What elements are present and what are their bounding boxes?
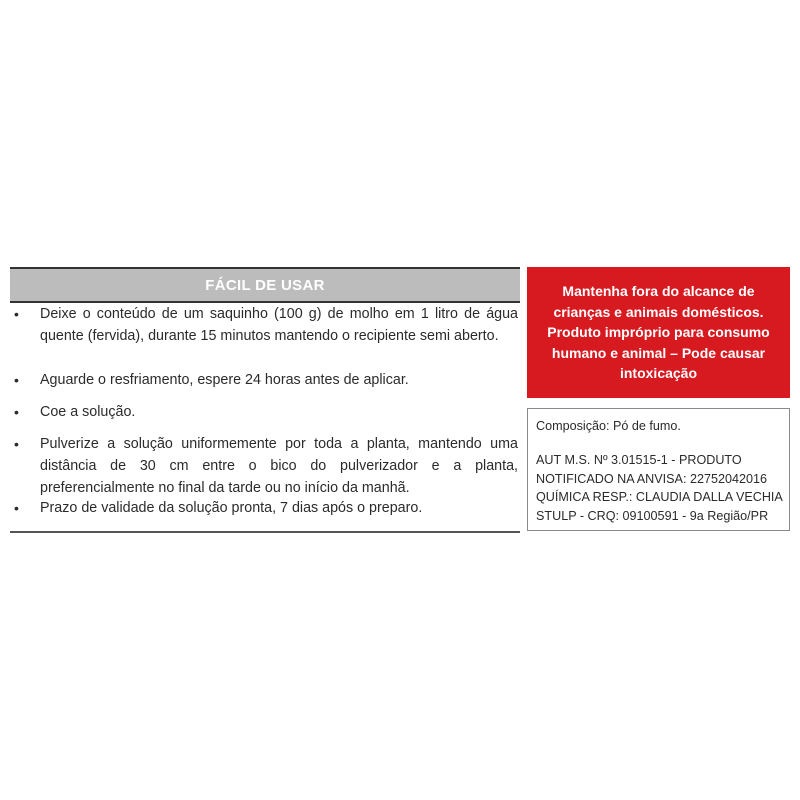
registration-line: AUT M.S. Nº 3.01515-1 - PRODUTO xyxy=(536,453,742,467)
bullet-icon: • xyxy=(14,372,19,388)
warning-text: Mantenha fora do alcance de crianças e animais domésticos. Produto impróprio para consumo humano e animal – Pode causar intoxicação xyxy=(547,283,770,382)
usage-item-text: Prazo de validade da solução pronta, 7 dias após o preparo. xyxy=(40,500,423,516)
bullet-icon: • xyxy=(14,500,19,516)
warning-box xyxy=(527,267,790,398)
composition-text: Composição: Pó de fumo. xyxy=(536,419,681,433)
usage-item-text: Deixe o conteúdo de um saquinho (100 g) de molho em 1 litro de água quente (fervida), durante 15 minutos mantendo o recipiente semi aberto. xyxy=(40,306,518,344)
usage-header: FÁCIL DE USAR xyxy=(10,267,520,303)
usage-item xyxy=(10,401,520,423)
usage-item-text: Aguarde o resfriamento, espere 24 horas antes de aplicar. xyxy=(40,372,409,388)
usage-item-text: Coe a solução. xyxy=(40,404,136,420)
usage-item xyxy=(10,497,520,519)
bullet-icon: • xyxy=(14,436,19,452)
usage-item xyxy=(10,433,520,499)
registration-text xyxy=(536,451,781,525)
usage-item-text: Pulverize a solução uniformemente por toda a planta, mantendo uma distância de 30 cm entre o bico do pulverizador e a planta, preferencialmente no final da tarde ou no início da manhã. xyxy=(40,436,518,496)
usage-item xyxy=(10,369,520,391)
composition-info-box xyxy=(527,408,790,531)
registration-line: QUÍMICA RESP.: CLAUDIA DALLA VECHIA xyxy=(536,490,783,504)
registration-line: NOTIFICADO NA ANVISA: 22752042016 xyxy=(536,471,767,486)
usage-item xyxy=(10,303,520,347)
registration-line: STULP - CRQ: 09100591 - 9a Região/PR xyxy=(536,508,769,523)
usage-instructions-panel xyxy=(10,267,520,533)
bullet-icon: • xyxy=(14,306,19,322)
bullet-icon: • xyxy=(14,404,19,420)
